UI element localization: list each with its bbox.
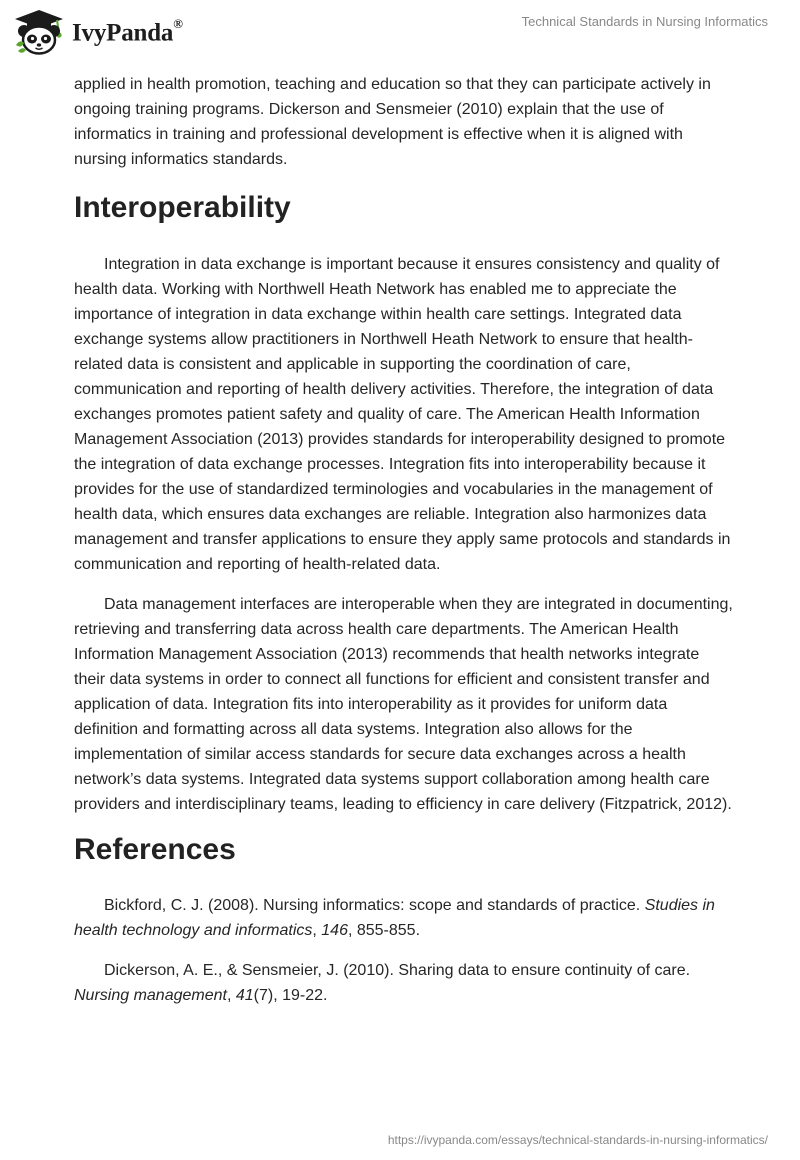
panda-graduate-icon (13, 9, 65, 55)
reference-item: Bickford, C. J. (2008). Nursing informatics: scope and standards of practice. Studies in health technology and informatics, 146, 855-855. (74, 897, 715, 939)
source-url[interactable]: https://ivypanda.com/essays/technical-standards-in-nursing-informatics/ (387, 1133, 768, 1147)
document-title: Technical Standards in Nursing Informatics (521, 14, 768, 29)
reference-volume: 41 (235, 987, 254, 1004)
brand-name: IvyPanda® (72, 15, 183, 47)
section-heading-interoperability: Interoperability (74, 191, 291, 224)
interoperability-paragraph-2: Data management interfaces are interoperable when they are integrated in documenting, retrieving and transferring data across health care departments. The American Health Information Management Association (2013) recommends that health networks integrate their data systems in order to connect all functions for efficient and consistent transfer and application of data. Integration fits into interoperability as it provides for uniform data definition and formatting across all data systems. Integration also allows for the implementation of similar access standards for secure data exchanges across a health network’s data systems. Integrated data systems support collaboration among health care providers and interdisciplinary teams, leading to efficiency in care delivery (Fitzpatrick, 2012). (74, 596, 733, 813)
registered-mark: ® (173, 15, 183, 31)
intro-paragraph: applied in health promotion, teaching and education so that they can participate actively in ongoing training programs. Dickerson and Sensmeier (2010) explain that the use of informatics in training and professional development is effective when it is aligned with nursing informatics standards. (74, 76, 711, 168)
reference-volume: 146 (321, 922, 348, 939)
reference-journal: Studies in health technology and informatics (74, 897, 715, 939)
section-heading-references: References (74, 833, 236, 866)
essay-content (74, 72, 734, 1023)
interoperability-paragraph-1: Integration in data exchange is important because it ensures consistency and quality of health data. Working with Northwell Heath Network has enabled me to appreciate the importance of integration in data exchange within health care settings. Integrated data exchange systems allow practitioners in Northwell Heath Network to ensure that health-related data is consistent and applicable in supporting the coordination of care, communication and reporting of health delivery activities. Therefore, the integration of data exchanges promotes patient safety and quality of care. The American Health Information Management Association (2013) provides standards for interoperability designed to promote the integration of data exchange processes. Integration fits into interoperability because it provides for the use of standardized terminologies and vocabularies in the management of health data, which ensures data exchanges are reliable. Integration also harmonizes data management and transfer applications to ensure they apply same protocols and standards in communication and reporting of health-related data. (74, 256, 731, 573)
ivypanda-logo[interactable] (13, 9, 183, 55)
reference-item: Dickerson, A. E., & Sensmeier, J. (2010). Sharing data to ensure continuity of care. Nursing management, 41(7), 19-22. (74, 962, 691, 1004)
page-header (0, 0, 800, 66)
reference-journal: Nursing management (74, 987, 227, 1004)
